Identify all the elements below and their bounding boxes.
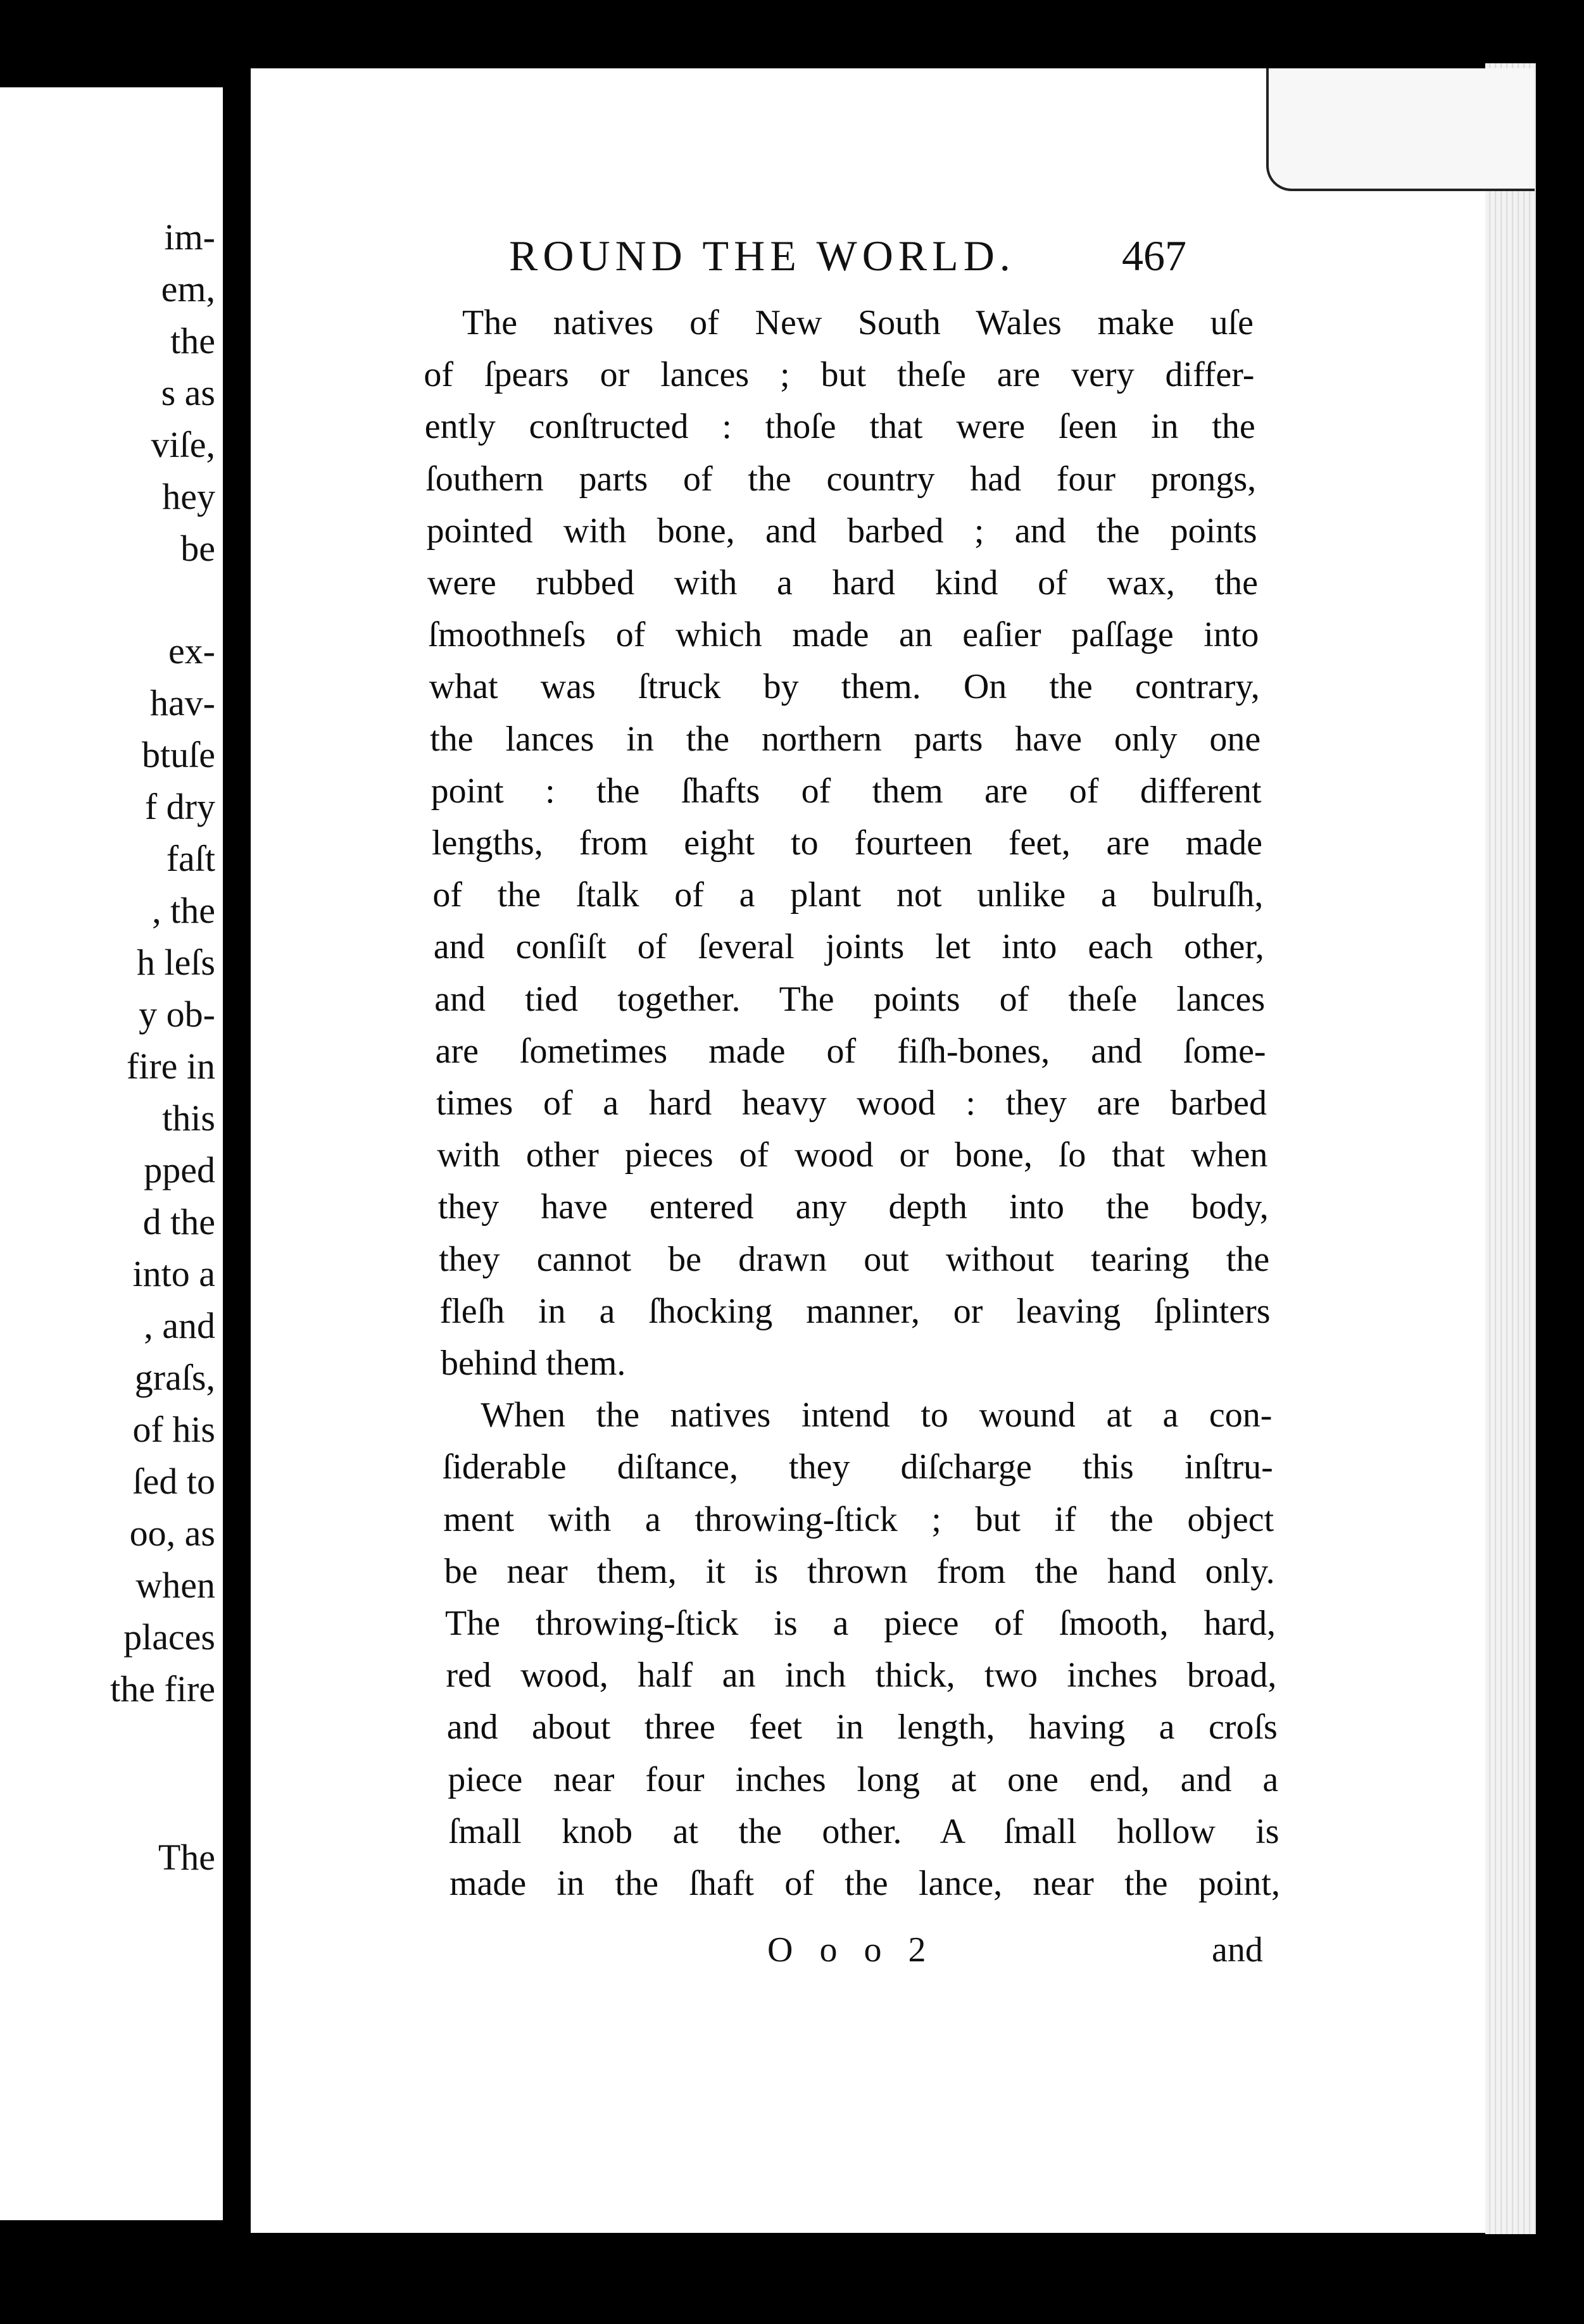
left-fragment-line: be xyxy=(180,528,215,569)
left-fragment-line: into a xyxy=(132,1253,215,1294)
left-fragment-line: pped xyxy=(144,1149,215,1190)
text-line: of ſpears or lances ; but theſe are very differ- xyxy=(424,355,1255,395)
text-line: are ſometimes made of fiſh-bones, and ſome- xyxy=(435,1031,1266,1071)
left-fragment-line: hav- xyxy=(149,682,215,723)
left-fragment-line: , the xyxy=(152,890,215,931)
left-fragment-line: , and xyxy=(144,1305,215,1346)
text-line: behind them. xyxy=(441,1344,626,1383)
left-fragment-line: f dry xyxy=(144,786,215,827)
running-head-title: ROUND THE WORLD. xyxy=(509,232,1015,280)
text-line: pointed with bone, and barbed ; and the points xyxy=(426,511,1257,551)
text-line: fleſh in a ſhocking manner, or leaving ſplinters xyxy=(439,1291,1271,1331)
text-line: The natives of New South Wales make uſe xyxy=(462,303,1254,342)
text-line: they have entered any depth into the body, xyxy=(437,1187,1269,1227)
text-line: and tied together. The points of theſe lances xyxy=(434,979,1266,1019)
text-line: ently conſtructed : thoſe that were ſeen in the xyxy=(424,407,1255,447)
text-line: ſmall knob at the other. A ſmall hollow is xyxy=(448,1811,1279,1851)
left-fragment-line: the fire xyxy=(110,1668,215,1709)
text-line: ment with a throwing-ſtick ; but if the object xyxy=(443,1499,1274,1539)
text-line: point : the ſhafts of them are of different xyxy=(431,771,1262,811)
left-fragment-line: d the xyxy=(142,1201,215,1242)
left-fragment-line: graſs, xyxy=(134,1357,215,1398)
text-line: the lances in the northern parts have only one xyxy=(430,719,1261,759)
left-fragment-line: y ob- xyxy=(139,994,215,1035)
left-fragment-line: ſed to xyxy=(132,1461,215,1502)
page-number: 467 xyxy=(1122,232,1186,280)
text-line: ſiderable diſtance, they diſcharge this inſtru- xyxy=(442,1447,1273,1487)
text-line: and conſiſt of ſeveral joints let into each other, xyxy=(433,927,1264,967)
left-fragment-line: ex- xyxy=(168,630,215,672)
text-line: piece near four inches long at one end, and a xyxy=(448,1759,1279,1799)
text-line: be near them, it is thrown from the hand only. xyxy=(444,1551,1275,1591)
text-line: ſouthern parts of the country had four prongs, xyxy=(425,459,1257,499)
left-fragment-line: oo, as xyxy=(129,1513,215,1554)
catchword: and xyxy=(1212,1930,1263,1970)
left-fragment-line: em, xyxy=(161,268,215,309)
text-line: When the natives intend to wound at a con- xyxy=(481,1396,1273,1435)
text-line: ſmoothneſs of which made an eaſier paſſage into xyxy=(428,615,1259,655)
text-line: and about three feet in length, having a croſs xyxy=(446,1708,1278,1747)
text-line: lengths, from eight to fourteen feet, are made xyxy=(432,823,1262,863)
left-fragment-line: hey xyxy=(162,476,215,517)
left-fragment-line: faſt xyxy=(166,838,215,879)
left-fragment-line: im- xyxy=(164,216,215,258)
text-line: they cannot be drawn out without tearing the xyxy=(439,1239,1270,1279)
text-line: red wood, half an inch thick, two inches broad, xyxy=(446,1656,1277,1696)
left-fragment-line: h leſs xyxy=(136,942,215,983)
left-fragment-line: The xyxy=(158,1837,215,1878)
text-line: what was ſtruck by them. On the contrary, xyxy=(429,667,1260,707)
left-fragment-line: the xyxy=(170,320,215,361)
text-line: The throwing-ſtick is a piece of ſmooth, hard, xyxy=(445,1604,1276,1643)
signature-mark: O o o 2 xyxy=(767,1930,935,1970)
text-line: of the ſtalk of a plant not unlike a bulruſh, xyxy=(432,875,1264,915)
text-line: were rubbed with a hard kind of wax, the xyxy=(427,563,1258,603)
left-fragment-line: btuſe xyxy=(142,734,215,775)
left-fragment-line: viſe, xyxy=(151,424,215,465)
text-line: made in the ſhaft of the lance, near the point, xyxy=(449,1864,1280,1903)
text-line: with other pieces of wood or bone, ſo that when xyxy=(437,1135,1268,1175)
left-fragment-line: of his xyxy=(132,1409,215,1450)
text-line: times of a hard heavy wood : they are barbed xyxy=(436,1084,1267,1123)
left-fragment-line: fire in xyxy=(126,1046,215,1087)
left-fragment-line: s as xyxy=(161,372,215,413)
left-fragment-line: when xyxy=(135,1565,215,1606)
left-fragment-line: places xyxy=(123,1616,215,1658)
left-fragment-line: this xyxy=(162,1097,215,1139)
